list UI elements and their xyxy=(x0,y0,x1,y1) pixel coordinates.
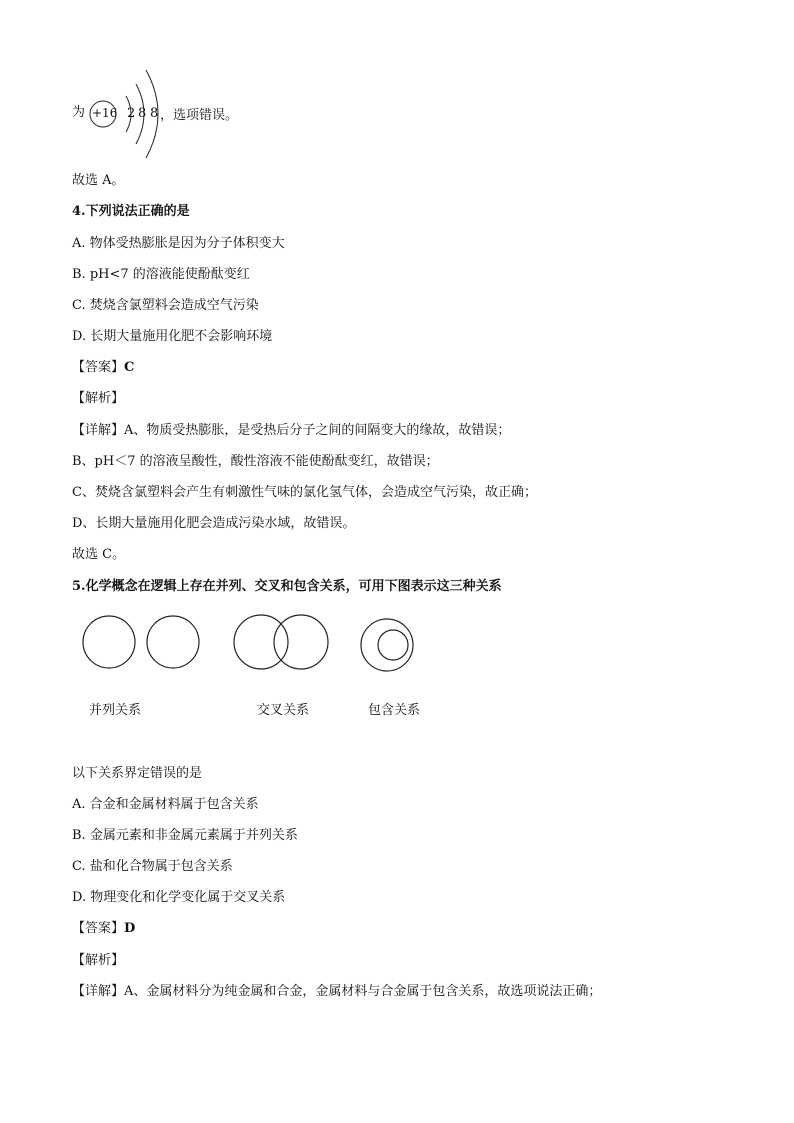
shell-electrons-1: 2 xyxy=(127,106,136,121)
q4-option-b: B. pH<7 的溶液能使酚酞变红 xyxy=(72,267,250,282)
intersect-relation-figure xyxy=(234,615,328,669)
shell-electrons-3: 8 xyxy=(150,106,159,121)
q4-conclusion: 故选 C。 xyxy=(72,547,126,562)
q4-option-c: C. 焚烧含氯塑料会造成空气污染 xyxy=(72,298,259,313)
atom-suffix: ，选项错误。 xyxy=(160,108,239,123)
q4-detail-a: 【详解】A、物质受热膨胀，是受热后分子之间的间隔变大的缘故，故错误； xyxy=(72,423,511,438)
intersect-circle-left xyxy=(234,615,288,669)
parallel-relation-label: 并列关系 xyxy=(89,703,142,718)
shell-electrons-2: 8 xyxy=(138,106,147,121)
q5-answer-label: 【答案】 xyxy=(72,921,125,936)
contain-relation-label: 包含关系 xyxy=(368,703,421,718)
q4-answer-value: C xyxy=(124,360,135,375)
q4-detail-b: B、pH＜7 的溶液呈酸性，酸性溶液不能使酚酞变红，故错误； xyxy=(72,454,439,469)
intersect-relation-label: 交叉关系 xyxy=(257,703,310,718)
q5-stem: 5.化学概念在逻辑上存在并列、交叉和包含关系，可用下图表示这三种关系 xyxy=(72,579,502,594)
atom-prefix: 为 xyxy=(72,105,86,120)
q4-option-a: A. 物体受热膨胀是因为分子体积变大 xyxy=(72,236,285,251)
q4-analysis-label: 【解析】 xyxy=(72,391,125,406)
q5-option-c: C. 盐和化合物属于包含关系 xyxy=(72,859,233,874)
q4-detail-c: C、焚烧含氯塑料会产生有刺激性气味的氯化氢气体，会造成空气污染，故正确； xyxy=(72,485,537,500)
q4-detail-d: D、长期大量施用化肥会造成污染水域，故错误。 xyxy=(72,516,356,531)
contain-circle-outer xyxy=(361,619,413,671)
q5-option-a: A. 合金和金属材料属于包含关系 xyxy=(72,797,259,812)
q4-option-d: D. 长期大量施用化肥不会影响环境 xyxy=(72,329,273,344)
parallel-circle-right xyxy=(147,616,199,668)
q5-question: 以下关系界定错误的是 xyxy=(72,766,203,781)
q4-answer xyxy=(72,359,134,377)
nucleus-charge: +16 xyxy=(92,106,118,120)
q4-stem: 4.下列说法正确的是 xyxy=(72,204,190,219)
q5-answer-value: D xyxy=(124,921,136,936)
contain-relation-figure xyxy=(361,619,413,671)
q4-answer-label: 【答案】 xyxy=(72,360,125,375)
relationship-diagram xyxy=(80,612,440,692)
q5-analysis-label: 【解析】 xyxy=(72,953,125,968)
q5-detail-a: 【详解】A、金属材料分为纯金属和合金，金属材料与合金属于包含关系，故选项说法正确； xyxy=(72,984,602,999)
parallel-circle-left xyxy=(83,616,135,668)
q5-option-d: D. 物理变化和化学变化属于交叉关系 xyxy=(72,890,286,905)
q5-answer xyxy=(72,920,135,938)
parallel-relation-figure xyxy=(83,616,199,668)
contain-circle-inner xyxy=(378,630,408,660)
q3-conclusion: 故选 A。 xyxy=(72,173,125,188)
q5-option-b: B. 金属元素和非金属元素属于并列关系 xyxy=(72,828,298,843)
intersect-circle-right xyxy=(274,615,328,669)
